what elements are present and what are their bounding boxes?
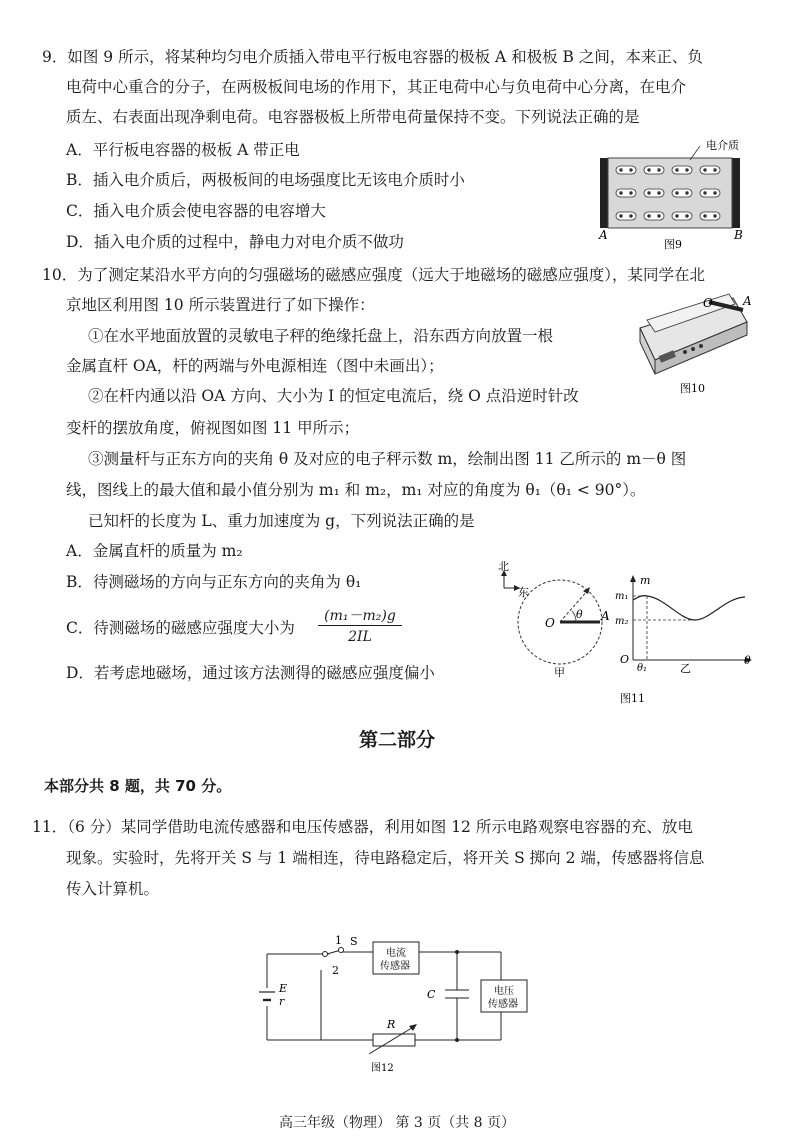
fig11-m1: m₁ [615,591,629,602]
dipole-charge [676,169,679,172]
fig9-label-dielectric: 电介质 [706,139,739,152]
q10-step1b: 金属直杆 OA，杆的两端与外电源相连（图中未画出）； [66,357,444,375]
dipole-molecule [672,166,692,174]
q9-line1: 9．如图 9 所示，将某种均匀电介质插入带电平行板电容器的极板 A 和极板 B 之间，本来正、负 [42,48,703,66]
q10-option-c-prefix: C．待测磁场的磁感应强度大小为 [66,619,295,637]
q10-option-a: A．金属直杆的质量为 m₂ [66,542,243,560]
dipole-charge [704,169,707,172]
fig12-e: E [279,982,288,995]
dipole-molecule [616,166,636,174]
fig9-label-b: B [734,228,743,242]
dipole-charge [704,215,707,218]
fig11-m2: m₂ [615,616,629,627]
dipole-charge [620,192,623,195]
dipole-charge [648,215,651,218]
q10-step3a: ③测量杆与正东方向的夹角 θ 及对应的电子秤示数 m，绘制出图 11 乙所示的 m－θ 图 [88,450,687,468]
dipole-molecule [700,212,720,220]
dipole-charge [676,215,679,218]
fig10-label-a: A [743,294,752,308]
fig12-current-sensor-1: 电流 [386,948,406,959]
dipole-molecule [644,166,664,174]
dipole-charge [714,192,717,195]
dipole-charge [686,215,689,218]
fig12-switch-s: S [350,935,358,948]
dipole-charge [658,192,661,195]
fig12-r-resistor: R [387,1018,396,1031]
figure-11 [490,560,760,710]
fig12-voltage-sensor-1: 电压 [494,986,514,997]
fig12-c: C [427,988,436,1001]
dipole-charge [658,169,661,172]
q11-line3: 传入计算机。 [66,880,160,898]
dipole-charge [704,192,707,195]
fig12-terminal-2: 2 [332,964,339,977]
dipole-charge [714,215,717,218]
part2-title: 第二部分 [358,729,435,751]
fig11-axis-m: m [640,574,651,587]
fig11-north: 北 [498,560,509,573]
dipole-charge [686,192,689,195]
fig11-axis-theta: θ [744,654,751,667]
dipole-charge [686,169,689,172]
dipole-molecule [700,189,720,197]
dipole-molecule [644,212,664,220]
dipole-molecule [616,189,636,197]
q10-step2b: 变杆的摆放角度，俯视图如图 11 甲所示； [66,419,360,437]
dipole-charge [630,215,633,218]
q9-line2: 电荷中心重合的分子，在两极板间电场的作用下，其正电荷中心与负电荷中心分离，在电介 [66,78,687,96]
figure-9-capacitor [590,138,755,253]
q10-given: 已知杆的长度为 L、重力加速度为 g，下列说法正确的是 [88,512,475,530]
fig11-label-a: A [601,609,610,623]
dipole-charge [658,215,661,218]
dipole-charge [648,192,651,195]
q10-step1a: ①在水平地面放置的灵敏电子秤的绝缘托盘上，沿东西方向放置一根 [88,327,554,345]
fig9-caption: 图9 [664,238,682,251]
fig11-east: 东 [518,586,529,599]
q10-option-c-denominator: 2IL [348,629,372,645]
figure-12-circuit [255,930,545,1075]
q10-line2: 京地区利用图 10 所示装置进行了如下操作： [66,296,375,314]
q9-option-d: D．插入电介质的过程中，静电力对电介质不做功 [66,233,404,251]
q11-line1: 11．（6 分）某同学借助电流传感器和电压传感器，利用如图 12 所示电路观察电容器的充、放电 [32,818,693,836]
dipole-molecule [672,189,692,197]
fig11-caption: 图11 [620,692,645,705]
q9-option-a: A．平行板电容器的极板 A 带正电 [66,141,300,159]
dipole-molecule [616,212,636,220]
fraction-bar [318,625,402,626]
q10-line1: 10．为了测定某沿水平方向的匀强磁场的磁感应强度（远大于地磁场的磁感应强度），某同学在北 [42,266,705,284]
dipole-molecule [700,166,720,174]
fig11-label-o: O [545,616,555,630]
q9-line3: 质左、右表面出现净剩电荷。电容器极板上所带电荷量保持不变。下列说法正确的是 [66,108,640,126]
fig9-label-a: A [599,228,608,242]
fig10-caption: 图10 [680,382,705,395]
page-footer: 高三年级（物理） 第 3 页（共 8 页） [278,1115,516,1131]
q10-option-d: D．若考虑地磁场，通过该方法测得的磁感应强度偏小 [66,664,435,682]
q10-option-c-numerator: (m₁－m₂)g [324,608,396,624]
fig11-jia: 甲 [554,666,565,679]
dipole-charge [676,192,679,195]
dipole-charge [620,215,623,218]
fig12-r: r [279,995,285,1008]
q10-option-b: B．待测磁场的方向与正东方向的夹角为 θ₁ [66,573,362,591]
fig11-theta1: θ₁ [637,663,648,674]
q11-line2: 现象。实验时，先将开关 S 与 1 端相连，待电路稳定后，将开关 S 掷向 2 端，传感器将信息 [66,849,705,867]
dipole-molecule [672,212,692,220]
fig12-terminal-1: 1 [335,934,342,947]
fig10-label-o: O [703,296,713,310]
fig12-caption: 图12 [371,1063,394,1074]
fig11-theta: θ [576,608,583,621]
dipole-charge [648,169,651,172]
fig12-voltage-sensor-2: 传感器 [488,999,518,1010]
fig11-yi: 乙 [680,662,691,675]
dipole-charge [714,169,717,172]
q9-option-c: C．插入电介质会使电容器的电容增大 [66,202,326,220]
q10-step2a: ②在杆内通以沿 OA 方向、大小为 I 的恒定电流后，绕 O 点沿逆时针改 [88,387,579,405]
q9-option-b: B．插入电介质后，两极板间的电场强度比无该电介质时小 [66,171,465,189]
fig11-origin: O [620,653,630,666]
dipole-charge [620,169,623,172]
dipole-charge [630,169,633,172]
q10-step3b: 线，图线上的最大值和最小值分别为 m₁ 和 m₂，m₁ 对应的角度为 θ₁（θ₁ < 90°）。 [66,481,646,499]
part2-intro: 本部分共 8 题，共 70 分。 [44,777,232,795]
figure-10-scale [625,280,755,400]
dipole-molecule [644,189,664,197]
fig12-current-sensor-2: 传感器 [380,961,410,972]
dipole-charge [630,192,633,195]
